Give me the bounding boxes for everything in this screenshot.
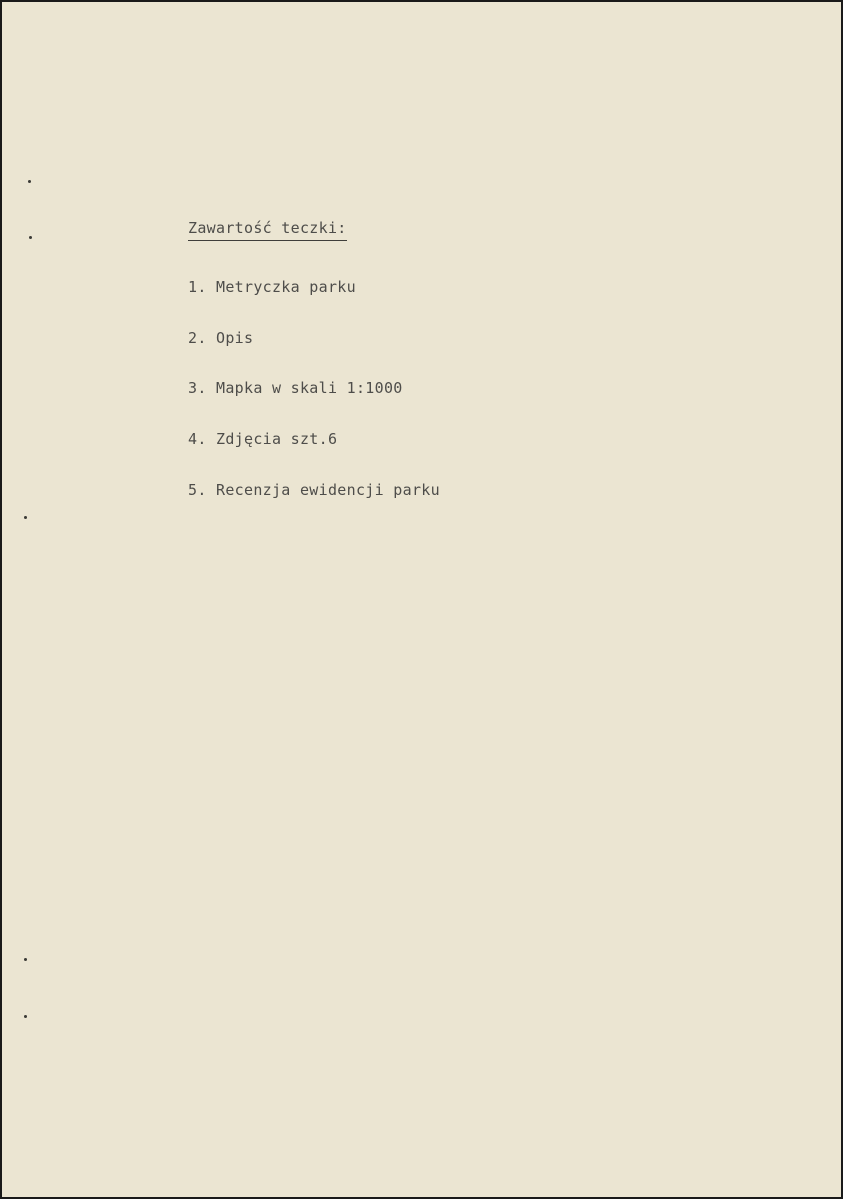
page-border-left [0, 0, 2, 1199]
page-border-top [0, 0, 843, 2]
paper-speck [29, 236, 32, 239]
contents-item: 3. Mapka w skali 1:1000 [188, 379, 403, 397]
paper-speck [24, 516, 27, 519]
contents-item: 5. Recenzja ewidencji parku [188, 481, 440, 499]
contents-item: 1. Metryczka parku [188, 278, 356, 296]
paper-speck [28, 180, 31, 183]
contents-item: 2. Opis [188, 329, 254, 347]
contents-item: 4. Zdjęcia szt.6 [188, 430, 338, 448]
paper-speck [24, 1015, 27, 1018]
contents-heading: Zawartość teczki: [188, 219, 347, 241]
paper-speck [24, 958, 27, 961]
